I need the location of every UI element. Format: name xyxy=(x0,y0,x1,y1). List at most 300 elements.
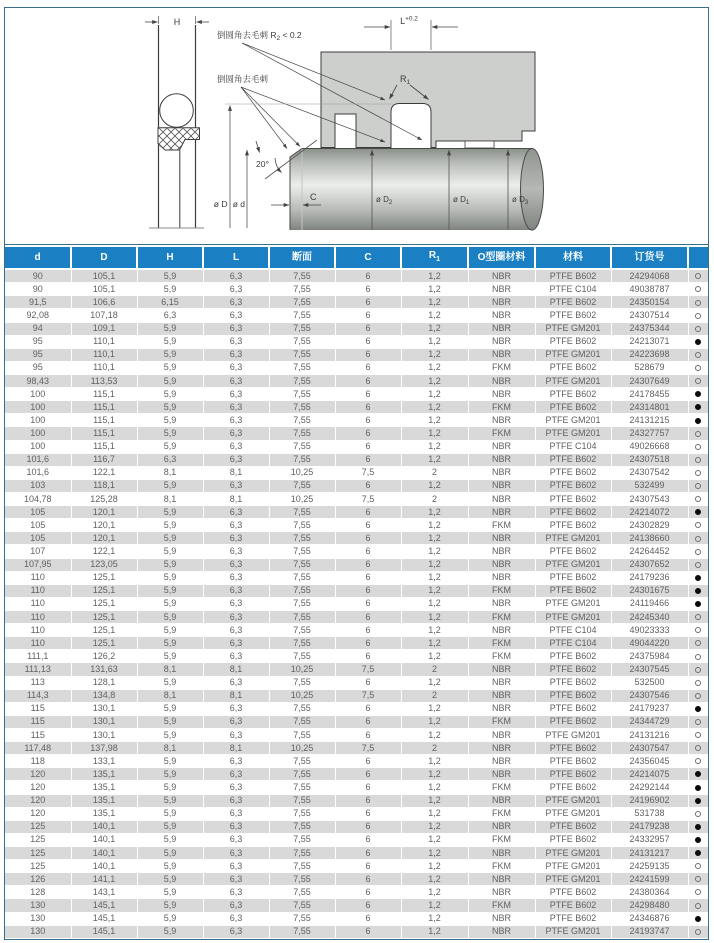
cell-material: PTFE B602 xyxy=(535,388,611,401)
table-row xyxy=(5,479,708,492)
table-row xyxy=(5,453,708,466)
cell-R1: 1,2 xyxy=(401,846,468,859)
cell-L: 6,3 xyxy=(203,309,269,322)
cell-d: 115 xyxy=(5,702,71,715)
table-row xyxy=(5,283,708,296)
table-row xyxy=(5,611,708,624)
cell-C: 6 xyxy=(335,519,401,532)
cell-L: 6,3 xyxy=(203,322,269,335)
cell-C: 6 xyxy=(335,545,401,558)
cell-C: 6 xyxy=(335,388,401,401)
cell-d: 103 xyxy=(5,479,71,492)
cell-material: PTFE B602 xyxy=(535,755,611,768)
cell-material: PTFE GM201 xyxy=(535,728,611,741)
cell-material: PTFE B602 xyxy=(535,296,611,309)
seal-ring-hatch xyxy=(158,128,200,150)
cell-d: 110 xyxy=(5,584,71,597)
cell-cross-section: 7,55 xyxy=(269,715,335,728)
cell-R1: 1,2 xyxy=(401,650,468,663)
cell-d: 126 xyxy=(5,873,71,886)
cell-cross-section: 7,55 xyxy=(269,479,335,492)
table-row xyxy=(5,545,708,558)
table-row xyxy=(5,663,708,676)
dim-l-label: $L^{+0.2}$ xyxy=(400,15,418,26)
availability-dot-filled xyxy=(695,418,701,424)
cell-L: 8,1 xyxy=(203,466,269,479)
cell-L: 6,3 xyxy=(203,715,269,728)
cell-cross-section: 7,55 xyxy=(269,283,335,296)
availability-dot-empty xyxy=(695,562,701,568)
cell-material: PTFE B602 xyxy=(535,768,611,781)
cell-material: PTFE B602 xyxy=(535,742,611,755)
cell-H: 5,9 xyxy=(137,925,203,938)
table-row xyxy=(5,912,708,925)
cell-availability xyxy=(688,925,708,938)
cell-H: 5,9 xyxy=(137,414,203,427)
cell-H: 5,9 xyxy=(137,807,203,820)
cell-d: 90 xyxy=(5,269,71,283)
cell-R1: 1,2 xyxy=(401,715,468,728)
cell-order-number: 24131217 xyxy=(611,846,688,859)
cell-availability xyxy=(688,820,708,833)
availability-dot-empty xyxy=(695,496,701,502)
cell-availability xyxy=(688,715,708,728)
cell-D: 143,1 xyxy=(71,886,137,899)
cell-order-number: 532499 xyxy=(611,479,688,492)
cell-order-number: 24307543 xyxy=(611,493,688,506)
column-header-oring-material: O型圈材料 xyxy=(468,247,535,269)
cell-material: PTFE C104 xyxy=(535,440,611,453)
cell-R1: 1,2 xyxy=(401,309,468,322)
cell-d: 113 xyxy=(5,676,71,689)
cell-C: 6 xyxy=(335,296,401,309)
cell-cross-section: 7,55 xyxy=(269,846,335,859)
cell-L: 8,1 xyxy=(203,742,269,755)
cell-order-number: 24346876 xyxy=(611,912,688,925)
cell-availability xyxy=(688,414,708,427)
cell-D: 125,1 xyxy=(71,637,137,650)
table-row xyxy=(5,597,708,610)
cell-oring-material: FKM xyxy=(468,611,535,624)
cell-L: 6,3 xyxy=(203,833,269,846)
table-header-row xyxy=(5,247,708,269)
cell-C: 6 xyxy=(335,401,401,414)
cell-oring-material: NBR xyxy=(468,309,535,322)
cell-availability xyxy=(688,479,708,492)
table-row xyxy=(5,689,708,702)
cell-L: 6,3 xyxy=(203,401,269,414)
table-row xyxy=(5,794,708,807)
cell-cross-section: 7,55 xyxy=(269,348,335,361)
cell-availability xyxy=(688,453,708,466)
cell-H: 5,9 xyxy=(137,558,203,571)
cell-cross-section: 7,55 xyxy=(269,558,335,571)
cell-oring-material: NBR xyxy=(468,820,535,833)
cell-H: 5,9 xyxy=(137,545,203,558)
availability-dot-empty xyxy=(695,654,701,660)
dim-c-label: C xyxy=(310,192,317,202)
cell-availability xyxy=(688,375,708,388)
cell-material: PTFE GM201 xyxy=(535,807,611,820)
table-row xyxy=(5,886,708,899)
cell-d: 95 xyxy=(5,335,71,348)
cell-R1: 1,2 xyxy=(401,453,468,466)
cell-C: 6 xyxy=(335,676,401,689)
cell-order-number: 24307542 xyxy=(611,466,688,479)
cell-availability xyxy=(688,846,708,859)
cell-oring-material: NBR xyxy=(468,479,535,492)
table-row xyxy=(5,899,708,912)
table-row xyxy=(5,296,708,309)
cell-oring-material: NBR xyxy=(468,624,535,637)
cell-material: PTFE B602 xyxy=(535,676,611,689)
cell-H: 5,9 xyxy=(137,269,203,283)
cell-oring-material: NBR xyxy=(468,335,535,348)
cell-availability xyxy=(688,702,708,715)
cell-D: 131,63 xyxy=(71,663,137,676)
cell-availability xyxy=(688,899,708,912)
cell-order-number: 24214072 xyxy=(611,506,688,519)
cell-material: PTFE GM201 xyxy=(535,414,611,427)
cell-H: 6,15 xyxy=(137,296,203,309)
cell-availability xyxy=(688,886,708,899)
cell-cross-section: 7,55 xyxy=(269,375,335,388)
cell-d: 110 xyxy=(5,611,71,624)
cell-d: 130 xyxy=(5,925,71,938)
table-row xyxy=(5,361,708,374)
cell-material: PTFE GM201 xyxy=(535,558,611,571)
cell-material: PTFE GM201 xyxy=(535,873,611,886)
cell-H: 5,9 xyxy=(137,912,203,925)
cell-oring-material: NBR xyxy=(468,873,535,886)
table-row xyxy=(5,532,708,545)
cell-oring-material: NBR xyxy=(468,283,535,296)
cell-C: 6 xyxy=(335,912,401,925)
availability-dot-empty xyxy=(695,732,701,738)
cell-availability xyxy=(688,388,708,401)
cell-H: 8,1 xyxy=(137,689,203,702)
cell-R1: 1,2 xyxy=(401,794,468,807)
cell-availability xyxy=(688,663,708,676)
cell-R1: 1,2 xyxy=(401,781,468,794)
cell-material: PTFE GM201 xyxy=(535,846,611,859)
table-row xyxy=(5,571,708,584)
cell-L: 8,1 xyxy=(203,663,269,676)
availability-dot-empty xyxy=(695,444,701,450)
cell-D: 115,1 xyxy=(71,440,137,453)
cell-H: 5,9 xyxy=(137,584,203,597)
cell-R1: 2 xyxy=(401,466,468,479)
availability-dot-empty xyxy=(695,522,701,528)
column-header-H: H xyxy=(137,247,203,269)
dim-h-label: H xyxy=(173,17,181,27)
cell-availability xyxy=(688,322,708,335)
cell-oring-material: NBR xyxy=(468,506,535,519)
availability-dot-filled xyxy=(695,850,701,856)
cell-availability xyxy=(688,283,708,296)
table-row xyxy=(5,519,708,532)
cell-availability xyxy=(688,545,708,558)
cell-L: 6,3 xyxy=(203,348,269,361)
cell-C: 6 xyxy=(335,414,401,427)
cell-d: 101,6 xyxy=(5,466,71,479)
cell-H: 5,9 xyxy=(137,283,203,296)
cell-D: 125,1 xyxy=(71,584,137,597)
cell-D: 134,8 xyxy=(71,689,137,702)
cell-availability xyxy=(688,860,708,873)
table-row xyxy=(5,335,708,348)
availability-dot-empty xyxy=(695,680,701,686)
cell-order-number: 49044220 xyxy=(611,637,688,650)
cell-availability xyxy=(688,335,708,348)
cell-cross-section: 10,25 xyxy=(269,689,335,702)
cell-R1: 1,2 xyxy=(401,899,468,912)
cell-R1: 1,2 xyxy=(401,624,468,637)
cell-D: 115,1 xyxy=(71,401,137,414)
table-row xyxy=(5,768,708,781)
cell-R1: 2 xyxy=(401,493,468,506)
cell-d: 98,43 xyxy=(5,375,71,388)
cell-C: 6 xyxy=(335,768,401,781)
cell-cross-section: 7,55 xyxy=(269,899,335,912)
cell-H: 5,9 xyxy=(137,886,203,899)
cell-availability xyxy=(688,637,708,650)
cell-availability xyxy=(688,571,708,584)
cell-L: 6,3 xyxy=(203,676,269,689)
cell-R1: 1,2 xyxy=(401,532,468,545)
cell-C: 6 xyxy=(335,833,401,846)
cell-material: PTFE B602 xyxy=(535,453,611,466)
cell-R1: 1,2 xyxy=(401,860,468,873)
table-row xyxy=(5,493,708,506)
cell-C: 6 xyxy=(335,611,401,624)
cell-R1: 1,2 xyxy=(401,558,468,571)
cell-L: 6,3 xyxy=(203,925,269,938)
cell-availability xyxy=(688,728,708,741)
cell-D: 126,2 xyxy=(71,650,137,663)
cell-L: 6,3 xyxy=(203,873,269,886)
cell-D: 118,1 xyxy=(71,479,137,492)
cell-H: 5,9 xyxy=(137,715,203,728)
cell-H: 5,9 xyxy=(137,781,203,794)
cell-L: 6,3 xyxy=(203,899,269,912)
cell-availability xyxy=(688,689,708,702)
cell-R1: 2 xyxy=(401,689,468,702)
cell-d: 95 xyxy=(5,361,71,374)
cell-cross-section: 7,55 xyxy=(269,401,335,414)
cell-H: 5,9 xyxy=(137,519,203,532)
cell-d: 128 xyxy=(5,886,71,899)
cell-D: 123,05 xyxy=(71,558,137,571)
cell-order-number: 24196902 xyxy=(611,794,688,807)
cell-cross-section: 7,55 xyxy=(269,414,335,427)
cell-H: 5,9 xyxy=(137,702,203,715)
cell-C: 6 xyxy=(335,348,401,361)
cell-availability xyxy=(688,348,708,361)
cell-oring-material: FKM xyxy=(468,807,535,820)
table-row xyxy=(5,348,708,361)
piston-rod xyxy=(290,149,532,231)
cell-R1: 1,2 xyxy=(401,676,468,689)
cell-oring-material: NBR xyxy=(468,466,535,479)
availability-dot-empty xyxy=(695,811,701,817)
cell-oring-material: NBR xyxy=(468,912,535,925)
cell-R1: 1,2 xyxy=(401,545,468,558)
cell-material: PTFE C104 xyxy=(535,283,611,296)
cell-R1: 1,2 xyxy=(401,427,468,440)
cell-H: 5,9 xyxy=(137,768,203,781)
cell-L: 6,3 xyxy=(203,846,269,859)
cell-material: PTFE B602 xyxy=(535,886,611,899)
cell-H: 8,1 xyxy=(137,742,203,755)
cell-order-number: 24213071 xyxy=(611,335,688,348)
cell-availability xyxy=(688,781,708,794)
cell-H: 5,9 xyxy=(137,833,203,846)
cell-cross-section: 7,55 xyxy=(269,571,335,584)
cell-order-number: 49038787 xyxy=(611,283,688,296)
cell-order-number: 24307518 xyxy=(611,453,688,466)
cell-oring-material: NBR xyxy=(468,493,535,506)
cell-R1: 1,2 xyxy=(401,375,468,388)
cell-availability xyxy=(688,833,708,846)
cell-L: 6,3 xyxy=(203,755,269,768)
cell-L: 6,3 xyxy=(203,820,269,833)
table-row xyxy=(5,414,708,427)
cell-D: 135,1 xyxy=(71,781,137,794)
availability-dot-filled xyxy=(695,601,701,607)
cell-D: 115,1 xyxy=(71,427,137,440)
cell-oring-material: FKM xyxy=(468,584,535,597)
availability-dot-empty xyxy=(695,863,701,869)
dim-r1-label: $R_1$ xyxy=(400,74,411,86)
cell-oring-material: NBR xyxy=(468,597,535,610)
cell-order-number: 24294068 xyxy=(611,269,688,283)
availability-dot-filled xyxy=(695,837,701,843)
table-body xyxy=(5,269,708,939)
cell-H: 5,9 xyxy=(137,794,203,807)
availability-dot-empty xyxy=(695,536,701,542)
cell-material: PTFE B602 xyxy=(535,479,611,492)
cell-material: PTFE B602 xyxy=(535,650,611,663)
cell-cross-section: 7,55 xyxy=(269,650,335,663)
cell-order-number: 532500 xyxy=(611,676,688,689)
cell-oring-material: NBR xyxy=(468,269,535,283)
availability-dot-filled xyxy=(695,404,701,410)
cell-R1: 2 xyxy=(401,663,468,676)
cell-H: 5,9 xyxy=(137,479,203,492)
availability-dot-empty xyxy=(695,352,701,358)
cell-availability xyxy=(688,768,708,781)
cell-R1: 1,2 xyxy=(401,479,468,492)
cell-C: 7,5 xyxy=(335,689,401,702)
table-row xyxy=(5,375,708,388)
cell-oring-material: FKM xyxy=(468,519,535,532)
cell-oring-material: NBR xyxy=(468,742,535,755)
cell-material: PTFE B602 xyxy=(535,519,611,532)
cell-R1: 1,2 xyxy=(401,361,468,374)
cell-d: 90 xyxy=(5,283,71,296)
cell-C: 6 xyxy=(335,571,401,584)
cell-L: 6,3 xyxy=(203,807,269,820)
cell-L: 6,3 xyxy=(203,296,269,309)
cell-L: 6,3 xyxy=(203,624,269,637)
cell-availability xyxy=(688,401,708,414)
cell-L: 6,3 xyxy=(203,702,269,715)
availability-dot-empty xyxy=(695,326,701,332)
cell-d: 92,08 xyxy=(5,309,71,322)
availability-dot-empty xyxy=(695,457,701,463)
cell-L: 6,3 xyxy=(203,532,269,545)
cell-R1: 2 xyxy=(401,742,468,755)
cell-material: PTFE GM201 xyxy=(535,925,611,938)
cell-order-number: 24380364 xyxy=(611,886,688,899)
cell-material: PTFE GM201 xyxy=(535,427,611,440)
angle-label: 20° xyxy=(256,159,269,169)
cell-order-number: 49026668 xyxy=(611,440,688,453)
cell-material: PTFE B602 xyxy=(535,466,611,479)
cell-D: 125,1 xyxy=(71,611,137,624)
cell-d: 105 xyxy=(5,532,71,545)
cell-material: PTFE B602 xyxy=(535,269,611,283)
cell-availability xyxy=(688,296,708,309)
cell-H: 5,9 xyxy=(137,676,203,689)
cell-cross-section: 7,55 xyxy=(269,597,335,610)
availability-dot-empty xyxy=(695,745,701,751)
cell-order-number: 24138660 xyxy=(611,532,688,545)
seal-size-table xyxy=(5,247,708,939)
cell-D: 116,7 xyxy=(71,453,137,466)
cell-cross-section: 7,55 xyxy=(269,860,335,873)
cell-D: 107,18 xyxy=(71,309,137,322)
cell-order-number: 24214075 xyxy=(611,768,688,781)
column-header-material: 材料 xyxy=(535,247,611,269)
cell-cross-section: 7,55 xyxy=(269,440,335,453)
cell-cross-section: 7,55 xyxy=(269,833,335,846)
cell-cross-section: 7,55 xyxy=(269,794,335,807)
cell-material: PTFE B602 xyxy=(535,493,611,506)
cell-availability xyxy=(688,807,708,820)
cell-D: 145,1 xyxy=(71,912,137,925)
cell-D: 128,1 xyxy=(71,676,137,689)
cell-oring-material: FKM xyxy=(468,427,535,440)
cell-cross-section: 7,55 xyxy=(269,532,335,545)
cell-material: PTFE B602 xyxy=(535,663,611,676)
cell-order-number: 24356045 xyxy=(611,755,688,768)
cell-L: 6,3 xyxy=(203,571,269,584)
cell-D: 140,1 xyxy=(71,820,137,833)
cell-d: 110 xyxy=(5,571,71,584)
cell-d: 100 xyxy=(5,388,71,401)
cell-L: 6,3 xyxy=(203,479,269,492)
cell-material: PTFE B602 xyxy=(535,702,611,715)
cell-L: 6,3 xyxy=(203,912,269,925)
cell-C: 6 xyxy=(335,899,401,912)
availability-dot-empty xyxy=(695,640,701,646)
cell-C: 6 xyxy=(335,453,401,466)
dia-inner-label: ø d xyxy=(232,199,245,209)
cell-oring-material: NBR xyxy=(468,532,535,545)
cell-cross-section: 7,55 xyxy=(269,322,335,335)
cell-H: 5,9 xyxy=(137,637,203,650)
cell-H: 5,9 xyxy=(137,846,203,859)
cell-C: 6 xyxy=(335,584,401,597)
cell-cross-section: 7,55 xyxy=(269,388,335,401)
cell-R1: 1,2 xyxy=(401,283,468,296)
cell-C: 6 xyxy=(335,873,401,886)
cell-oring-material: FKM xyxy=(468,361,535,374)
cell-material: PTFE B602 xyxy=(535,545,611,558)
cell-cross-section: 7,55 xyxy=(269,912,335,925)
